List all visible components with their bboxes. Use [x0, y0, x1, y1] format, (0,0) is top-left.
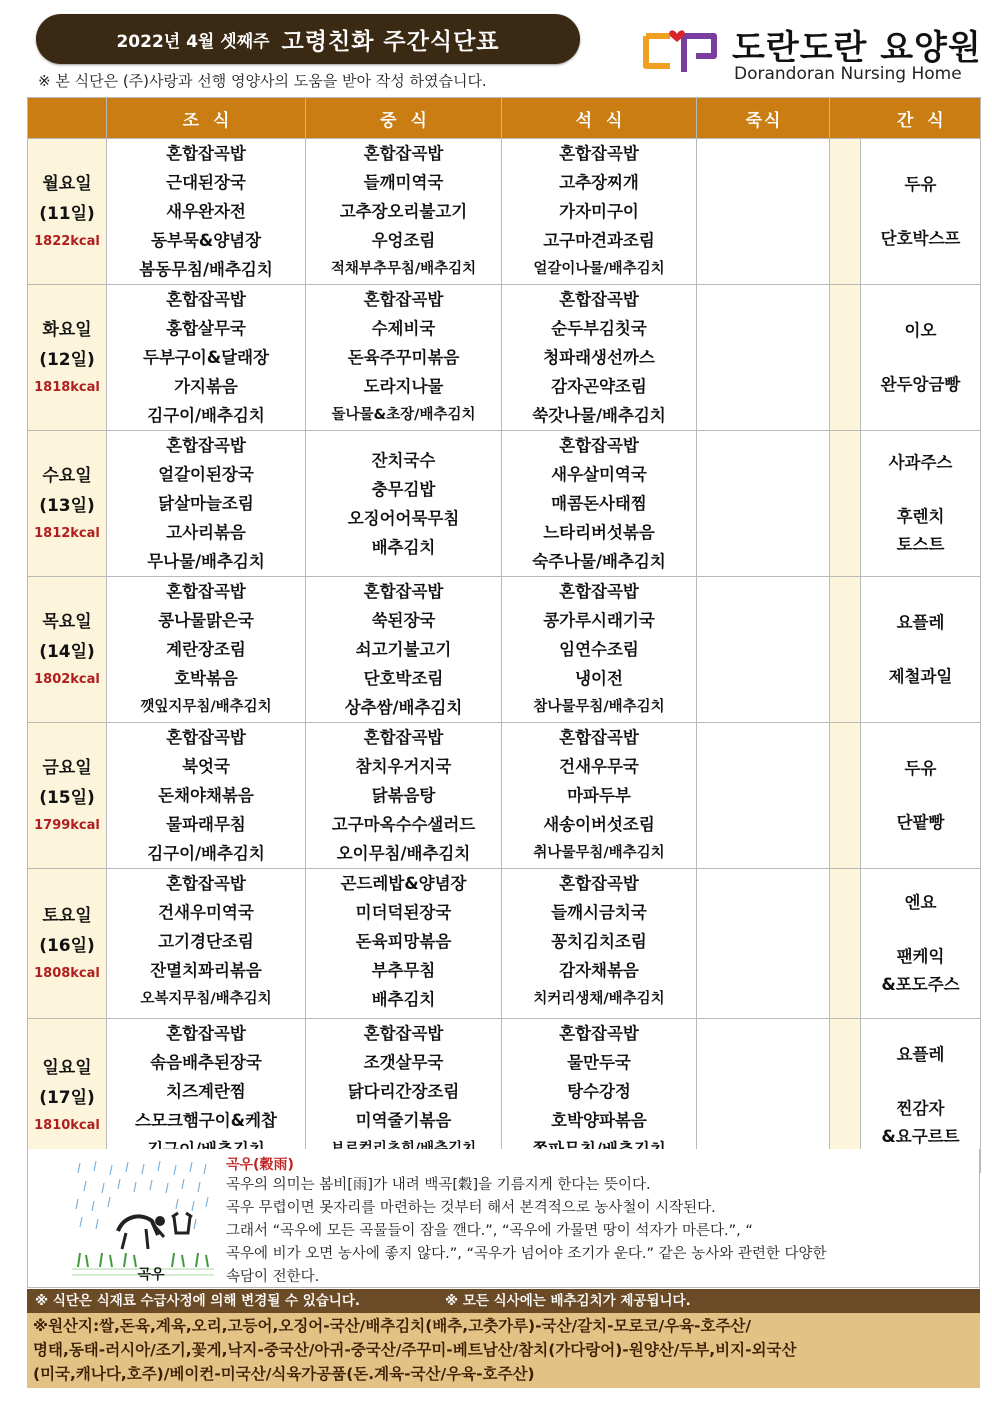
snack-item: 제철과일: [888, 666, 953, 686]
snack-cell: [861, 723, 981, 869]
menu-item: 새우살미역국: [551, 465, 647, 484]
menu-item: 혼합잡곡밥: [363, 728, 444, 747]
dinner-cell: [502, 577, 697, 723]
menu-item: 얼갈이나물/배추김치: [533, 261, 665, 277]
header-breakfast: 조식: [107, 98, 306, 139]
header-gap: [830, 98, 861, 139]
day-cell: [28, 577, 107, 723]
dinner-cell: [502, 431, 697, 577]
menu-item: 두부구이&달래장: [143, 348, 269, 367]
menu-item: 건새우무국: [559, 757, 639, 776]
snack-item: 단팥빵: [896, 812, 945, 832]
menu-item: 돈육주꾸미볶음: [347, 348, 460, 367]
menu-item: 미역줄기볶음: [355, 1111, 452, 1130]
menu-item: 돈채야채볶음: [158, 786, 254, 805]
snack-cell: [861, 285, 981, 431]
menu-item: 김구이/배추김치: [147, 844, 265, 863]
menu-item: 혼합잡곡밥: [166, 1024, 246, 1043]
porridge-cell: [697, 431, 830, 577]
day-cell: [28, 869, 107, 1019]
day-name: 수요일: [42, 465, 92, 486]
menu-item: 꽁치김치조림: [551, 932, 647, 951]
dinner-cell: [502, 139, 697, 285]
menu-item: 혼합잡곡밥: [559, 436, 639, 455]
snack-spacer: [861, 477, 980, 503]
snack-item: 엔요: [904, 892, 937, 912]
menu-item: 홍합살무국: [166, 319, 246, 338]
menu-item: 오복지무침/배추김치: [140, 991, 272, 1007]
breakfast-cell: [107, 869, 306, 1019]
menu-item: 곤드레밥&양념장: [340, 874, 467, 893]
menu-item: 오징어어묵무침: [347, 508, 460, 528]
menu-item: 스모크햄구이&케찹: [135, 1111, 277, 1130]
menu-item: 조갯살무국: [363, 1053, 444, 1072]
menu-item: 혼합잡곡밥: [166, 728, 246, 747]
menu-item: 순두부김칫국: [551, 319, 647, 338]
menu-item: 혼합잡곡밥: [363, 582, 444, 601]
porridge-cell: [697, 139, 830, 285]
menu-item: 혼합잡곡밥: [166, 144, 246, 163]
menu-item: 고기경단조림: [158, 932, 254, 951]
day-kcal: 1808kcal: [34, 965, 100, 981]
dinner-cell: [502, 869, 697, 1019]
day-name: 화요일: [42, 319, 92, 340]
breakfast-cell: [107, 577, 306, 723]
menu-item: 고구마견과조림: [543, 231, 655, 250]
day-name: 월요일: [42, 173, 92, 194]
day-date: (12일): [39, 349, 95, 370]
menu-item: 호박양파볶음: [551, 1111, 647, 1130]
breakfast-cell: [107, 285, 306, 431]
porridge-cell: [697, 577, 830, 723]
home-heart-icon: [640, 22, 722, 78]
menu-item: 계란장조림: [166, 640, 246, 659]
day-date: (14일): [39, 641, 95, 662]
snack-item: &포도주스: [881, 974, 960, 994]
menu-item: 오이무침/배추김치: [336, 844, 471, 863]
logo-english-name: Dorandoran Nursing Home: [734, 64, 962, 84]
porridge-cell: [697, 285, 830, 431]
breakfast-cell: [107, 431, 306, 577]
menu-item: 혼합잡곡밥: [559, 144, 639, 163]
menu-item: 돌나물&초장/배추김치: [331, 407, 476, 423]
dinner-cell: [502, 285, 697, 431]
menu-item: 혼합잡곡밥: [559, 874, 639, 893]
menu-item: 혼합잡곡밥: [363, 1024, 444, 1043]
snack-gap-cell: [830, 431, 861, 577]
notice-bar: [27, 1289, 980, 1313]
menu-item: 가자미구이: [559, 202, 639, 221]
menu-item: 냉이전: [575, 669, 623, 688]
header-lunch: 중식: [306, 98, 502, 139]
info-line: 곡우 무렵이면 못자리를 마련하는 것부터 해서 본격적으로 농사철이 시작된다.: [226, 1200, 716, 1216]
menu-item: 수제비국: [371, 319, 436, 338]
snack-item: 두유: [904, 174, 937, 194]
day-name: 목요일: [42, 611, 92, 632]
menu-item: 배추김치: [371, 990, 436, 1009]
porridge-cell: [697, 723, 830, 869]
weekly-menu-table: [27, 97, 981, 1173]
menu-item: 도라지나물: [363, 377, 444, 396]
snack-item: 토스트: [896, 534, 945, 554]
menu-item: 혼합잡곡밥: [166, 436, 246, 455]
day-kcal: 1818kcal: [34, 379, 100, 395]
menu-item: 충무김밥: [371, 479, 436, 499]
menu-item: 잔치국수: [371, 450, 436, 470]
day-kcal: 1810kcal: [34, 1117, 100, 1133]
snack-item: 요플레: [896, 612, 945, 632]
menu-item: 혼합잡곡밥: [166, 290, 246, 309]
snack-item: 찐감자: [896, 1098, 945, 1118]
snack-gap-cell: [830, 285, 861, 431]
menu-item: 참나물무침/배추김치: [533, 699, 665, 715]
title-main: 고령친화 주간식단표: [281, 28, 500, 55]
origin-info: [27, 1313, 980, 1388]
menu-item: 느타리버섯볶음: [543, 523, 655, 542]
menu-item: 솎음배추된장국: [150, 1053, 262, 1072]
menu-item: 취나물무침/배추김치: [533, 845, 665, 861]
day-name: 토요일: [42, 905, 92, 926]
snack-item: 사과주스: [888, 452, 953, 472]
menu-item: 혼합잡곡밥: [166, 874, 246, 893]
table-header-row: [28, 98, 981, 139]
nutritionist-note: ※ 본 식단은 (주)사랑과 선행 영양사의 도움을 받아 작성 하였습니다.: [38, 72, 487, 90]
origin-line: ※원산지:쌀,돈육,계육,오리,고등어,오징어-국산/배추김치(배추,고춧가루)-국산/갈치-모로코/우육-호주산/: [33, 1317, 752, 1335]
menu-item: 감자곤약조림: [551, 377, 647, 396]
day-row: [28, 139, 981, 285]
menu-item: 동부묵&양념장: [150, 231, 262, 250]
menu-item: 매콤돈사태찜: [551, 494, 647, 513]
menu-item: 고추장찌개: [559, 173, 639, 192]
snack-gap-cell: [830, 577, 861, 723]
menu-item: 근대된장국: [166, 173, 246, 192]
snack-spacer: [861, 345, 980, 371]
info-title: 곡우(穀雨): [226, 1157, 294, 1173]
snack-gap-cell: [830, 869, 861, 1019]
porridge-cell: [697, 869, 830, 1019]
day-cell: [28, 431, 107, 577]
menu-item: 들깨미역국: [363, 173, 444, 192]
menu-item: 배추김치: [371, 537, 436, 557]
menu-item: 부추무침: [371, 961, 436, 980]
menu-item: 혼합잡곡밥: [363, 144, 444, 163]
menu-item: 가지볶음: [174, 377, 238, 396]
lunch-cell: [306, 431, 502, 577]
snack-spacer: [861, 917, 980, 943]
breakfast-cell: [107, 139, 306, 285]
lunch-cell: [306, 723, 502, 869]
header-porridge: 죽식: [697, 98, 830, 139]
snack-cell: [861, 577, 981, 723]
menu-item: 들깨시금치국: [551, 903, 647, 922]
menu-item: 물만두국: [567, 1053, 631, 1072]
menu-item: 적채부추무침/배추김치: [330, 261, 477, 277]
menu-item: 고추장오리불고기: [339, 202, 468, 221]
day-row: [28, 285, 981, 431]
menu-item: 혼합잡곡밥: [363, 290, 444, 309]
snack-spacer: [861, 1069, 980, 1095]
lunch-cell: [306, 869, 502, 1019]
menu-item: 임연수조림: [559, 640, 639, 659]
logo-name: 도란도란 요양원: [732, 28, 982, 68]
day-date: (13일): [39, 495, 95, 516]
menu-item: 닭다리간장조림: [347, 1082, 460, 1101]
info-text: [226, 1174, 971, 1289]
day-row: [28, 723, 981, 869]
day-cell: [28, 139, 107, 285]
day-cell: [28, 285, 107, 431]
menu-item: 호박볶음: [174, 669, 238, 688]
snack-item: 후렌치: [896, 506, 945, 526]
menu-item: 새우완자전: [166, 202, 246, 221]
info-line: 그래서 “곡우에 모든 곡물들이 잠을 깬다.”, “곡우에 가물면 땅이 석자가 마른다.”, “: [226, 1223, 753, 1239]
menu-item: 얼갈이된장국: [158, 465, 254, 484]
menu-item: 치즈계란찜: [166, 1082, 246, 1101]
snack-item: &요구르트: [881, 1126, 960, 1146]
menu-item: 닭살마늘조림: [158, 494, 254, 513]
lunch-cell: [306, 139, 502, 285]
day-kcal: 1812kcal: [34, 525, 100, 541]
dinner-cell: [502, 723, 697, 869]
menu-item: 혼합잡곡밥: [166, 582, 246, 601]
menu-item: 참치우거지국: [355, 757, 452, 776]
menu-item: 숙주나물/배추김치: [532, 552, 666, 571]
menu-item: 혼합잡곡밥: [559, 290, 639, 309]
day-row: [28, 431, 981, 577]
menu-item: 콩가루시래기국: [543, 611, 655, 630]
snack-item: 요플레: [896, 1044, 945, 1064]
snack-spacer: [861, 783, 980, 809]
menu-item: 혼합잡곡밥: [559, 728, 639, 747]
info-line: 곡우에 비가 오면 농사에 좋지 않다.”, “곡우가 넘어야 조기가 운다.” 같은 농사와 관련한 다양한: [226, 1246, 827, 1262]
menu-item: 돈육피망볶음: [355, 932, 452, 951]
snack-item: 팬케익: [896, 946, 945, 966]
menu-item: 마파두부: [567, 786, 631, 805]
menu-item: 쑥갓나물/배추김치: [532, 406, 666, 425]
menu-item: 상추쌈/배추김치: [344, 698, 463, 717]
day-date: (11일): [39, 203, 95, 224]
snack-item: 완두앙금빵: [880, 374, 961, 394]
illustration-label: 곡우: [137, 1267, 165, 1283]
snack-item: 두유: [904, 758, 937, 778]
menu-item: 우엉조림: [371, 231, 436, 250]
lunch-cell: [306, 285, 502, 431]
menu-item: 청파래생선까스: [543, 348, 655, 367]
day-kcal: 1822kcal: [34, 233, 100, 249]
info-line: 속담이 전한다.: [226, 1269, 320, 1285]
menu-item: 닭볶음탕: [371, 786, 436, 805]
snack-cell: [861, 869, 981, 1019]
origin-line: 명태,동태-러시아/조기,꽃게,낙지-중국산/아귀-중국산/주꾸미-베트남산/참치(가다랑어)-원양산/두부,비지-외국산: [33, 1341, 797, 1359]
day-name: 금요일: [42, 757, 92, 778]
menu-item: 김구이/배추김치: [147, 406, 265, 425]
title-date: 2022년 4월 셋째주: [116, 31, 270, 52]
menu-item: 잔멸치꽈리볶음: [150, 961, 262, 980]
notice-change: ※ 식단은 식재료 수급사정에 의해 변경될 수 있습니다.: [35, 1293, 361, 1309]
day-name: 일요일: [42, 1057, 92, 1078]
menu-item: 물파래무침: [166, 815, 246, 834]
menu-item: 북엇국: [182, 757, 230, 776]
day-cell: [28, 723, 107, 869]
menu-item: 쑥된장국: [371, 611, 436, 630]
snack-item: 단호박스프: [880, 228, 961, 248]
day-date: (16일): [39, 935, 95, 956]
header-snack: 간식: [861, 98, 981, 139]
origin-line: (미국,캐나다,호주)/베이컨-미국산/식육가공품(돈.계육-국산/우육-호주산): [33, 1365, 535, 1383]
notice-kimchi: ※ 모든 식사에는 배추김치가 제공됩니다.: [445, 1293, 691, 1309]
breakfast-cell: [107, 723, 306, 869]
menu-item: 탕수강정: [567, 1082, 631, 1101]
menu-item: 감자채볶음: [559, 961, 639, 980]
snack-spacer: [861, 637, 980, 663]
menu-item: 고구마옥수수샐러드: [331, 815, 476, 834]
day-row: [28, 869, 981, 1019]
menu-item: 새송이버섯조림: [543, 815, 655, 834]
menu-item: 단호박조림: [363, 669, 444, 688]
snack-cell: [861, 431, 981, 577]
menu-item: 봄동무침/배추김치: [139, 260, 273, 279]
header-dinner: 석식: [502, 98, 697, 139]
day-date: (17일): [39, 1087, 95, 1108]
logo: [640, 18, 980, 88]
menu-item: 미더덕된장국: [355, 903, 452, 922]
snack-item: 이오: [904, 320, 937, 340]
menu-item: 치커리생채/배추김치: [533, 991, 665, 1007]
info-box: [27, 1149, 980, 1288]
lunch-cell: [306, 577, 502, 723]
menu-item: 무나물/배추김치: [147, 552, 265, 571]
farmer-rain-illustration: [68, 1157, 218, 1285]
menu-item: 깻잎지무침/배추김치: [140, 699, 272, 715]
day-kcal: 1802kcal: [34, 671, 100, 687]
menu-item: 쇠고기불고기: [355, 640, 452, 659]
snack-spacer: [861, 199, 980, 225]
menu-item: 혼합잡곡밥: [559, 1024, 639, 1043]
snack-cell: [861, 139, 981, 285]
info-line: 곡우의 의미는 봄비[雨]가 내려 백곡[穀]을 기름지게 한다는 뜻이다.: [226, 1177, 651, 1193]
menu-title: [36, 14, 580, 64]
snack-gap-cell: [830, 139, 861, 285]
menu-item: 혼합잡곡밥: [559, 582, 639, 601]
header-day: [28, 98, 107, 139]
menu-item: 고사리볶음: [166, 523, 246, 542]
menu-item: 콩나물맑은국: [158, 611, 254, 630]
day-row: [28, 577, 981, 723]
day-kcal: 1799kcal: [34, 817, 100, 833]
day-date: (15일): [39, 787, 95, 808]
menu-item: 건새우미역국: [158, 903, 254, 922]
snack-gap-cell: [830, 723, 861, 869]
